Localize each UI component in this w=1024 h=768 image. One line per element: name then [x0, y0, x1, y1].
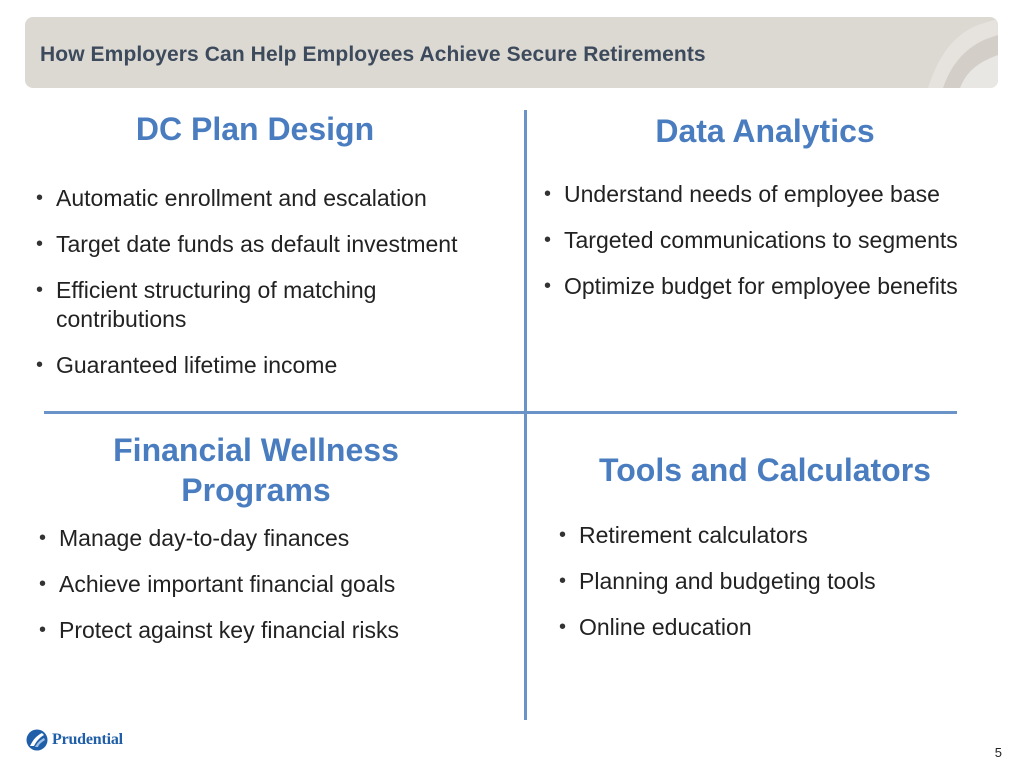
tools-list	[553, 521, 1013, 659]
vertical-divider	[524, 110, 527, 720]
list-item: • Protect against key financial risks	[33, 616, 513, 645]
list-item: • Online education	[553, 613, 1013, 642]
financial-wellness-heading-line1: Financial Wellness	[113, 432, 399, 468]
list-item: • Manage day-to-day finances	[33, 524, 513, 553]
title-bar	[25, 17, 998, 88]
data-analytics-list	[538, 180, 1018, 318]
horizontal-divider	[44, 411, 957, 414]
financial-wellness-heading	[56, 430, 456, 510]
financial-wellness-list	[33, 524, 513, 662]
rock-icon	[26, 729, 48, 751]
list-item: • Retirement calculators	[553, 521, 1013, 550]
list-item: • Targeted communications to segments	[538, 226, 1018, 255]
logo-text: Prudential	[52, 731, 123, 748]
page-number: 5	[994, 745, 1002, 760]
list-item: • Target date funds as default investment	[30, 230, 520, 259]
dc-plan-list	[30, 184, 520, 397]
list-item: • Achieve important financial goals	[33, 570, 513, 599]
list-item: • Optimize budget for employee benefits	[538, 272, 1018, 301]
list-item: • Efficient structuring of matching contributions	[30, 276, 456, 334]
data-analytics-heading: Data Analytics	[655, 113, 875, 149]
rock-watermark-icon	[908, 17, 998, 88]
list-item: • Automatic enrollment and escalation	[30, 184, 520, 213]
list-item: • Planning and budgeting tools	[553, 567, 1013, 596]
slide-title: How Employers Can Help Employees Achieve Secure Retirements	[40, 43, 706, 66]
list-item: • Guaranteed lifetime income	[30, 351, 520, 380]
list-item: • Understand needs of employee base	[538, 180, 1018, 209]
prudential-logo	[26, 729, 123, 751]
tools-heading: Tools and Calculators	[599, 452, 931, 488]
financial-wellness-heading-line2: Programs	[181, 472, 331, 508]
dc-plan-heading: DC Plan Design	[135, 111, 375, 147]
